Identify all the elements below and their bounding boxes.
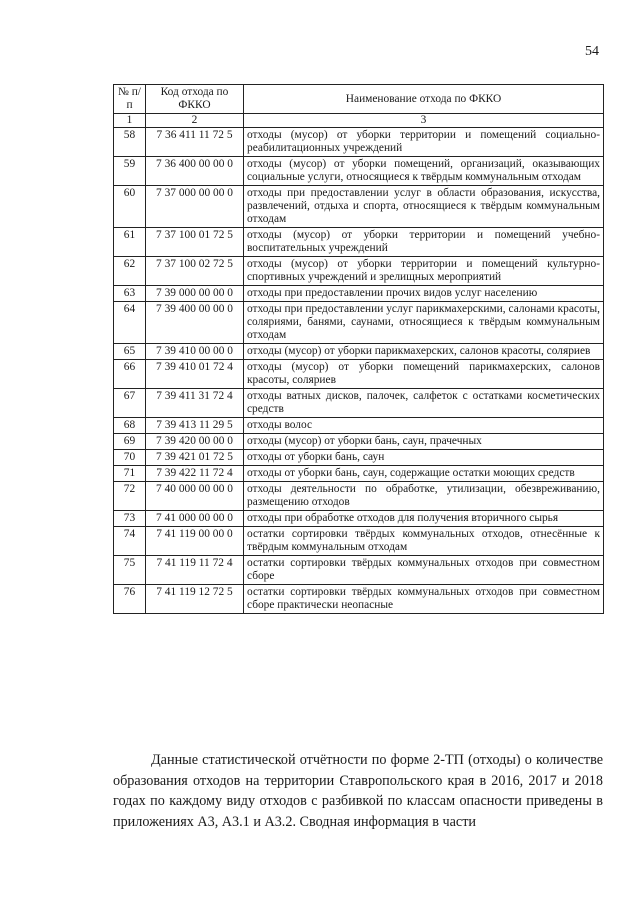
table-row <box>114 360 604 389</box>
waste-name: отходы волос <box>244 418 604 434</box>
row-number: 66 <box>114 360 146 389</box>
waste-code: 7 37 100 02 72 5 <box>146 257 244 286</box>
row-number: 59 <box>114 157 146 186</box>
row-number: 69 <box>114 434 146 450</box>
waste-name: отходы (мусор) от уборки территории и помещений культурно-спортивных учреждений и зрелищных мероприятий <box>244 257 604 286</box>
table-row <box>114 128 604 157</box>
waste-name: отходы (мусор) от уборки помещений, организаций, оказывающих социальные услуги, относящиеся к твёрдым коммунальным отходам <box>244 157 604 186</box>
table-row <box>114 450 604 466</box>
row-number: 58 <box>114 128 146 157</box>
body-paragraph: Данные статистической отчётности по форме 2-ТП (отходы) о количестве образования отходов на территории Ставропольского края в 2016, 2017 и 2018 годах по каждому виду отходов с разбивкой по классам опасности приведены в приложениях А3, А3.1 и А3.2. Сводная информация в части <box>113 752 603 830</box>
table-row <box>114 418 604 434</box>
row-number: 67 <box>114 389 146 418</box>
waste-code: 7 39 413 11 29 5 <box>146 418 244 434</box>
waste-name: отходы (мусор) от уборки территории и помещений учебно-воспитательных учреждений <box>244 228 604 257</box>
waste-code: 7 39 411 31 72 4 <box>146 389 244 418</box>
row-number: 71 <box>114 466 146 482</box>
table-row <box>114 286 604 302</box>
row-number: 74 <box>114 527 146 556</box>
waste-name: отходы ватных дисков, палочек, салфеток с остатками косметических средств <box>244 389 604 418</box>
row-number: 72 <box>114 482 146 511</box>
waste-code: 7 41 119 11 72 4 <box>146 556 244 585</box>
header-name: Наименование отхода по ФККО <box>244 85 604 114</box>
waste-name: остатки сортировки твёрдых коммунальных отходов при совместном сборе практически неопасные <box>244 585 604 614</box>
table-row <box>114 556 604 585</box>
row-number: 64 <box>114 302 146 344</box>
row-number: 62 <box>114 257 146 286</box>
waste-name: отходы (мусор) от уборки бань, саун, прачечных <box>244 434 604 450</box>
waste-code: 7 41 000 00 00 0 <box>146 511 244 527</box>
waste-name: остатки сортировки твёрдых коммунальных отходов, отнесённые к твёрдым коммунальным отходам <box>244 527 604 556</box>
column-index: 3 <box>244 114 604 128</box>
waste-name: отходы (мусор) от уборки территории и помещений социально-реабилитационных учреждений <box>244 128 604 157</box>
waste-name: отходы деятельности по обработке, утилизации, обезвреживанию, размещению отходов <box>244 482 604 511</box>
waste-code: 7 39 420 00 00 0 <box>146 434 244 450</box>
header-code: Код отхода по ФККО <box>146 85 244 114</box>
table-row <box>114 466 604 482</box>
header-num: № п/п <box>114 85 146 114</box>
column-index: 1 <box>114 114 146 128</box>
table-row <box>114 511 604 527</box>
column-index-row <box>114 114 604 128</box>
page-number: 54 <box>585 44 599 59</box>
waste-code: 7 39 000 00 00 0 <box>146 286 244 302</box>
waste-code: 7 37 100 01 72 5 <box>146 228 244 257</box>
column-index: 2 <box>146 114 244 128</box>
row-number: 60 <box>114 186 146 228</box>
waste-name: отходы при предоставлении услуг в области образования, искусства, развлечений, отдыха и спорта, относящиеся к твёрдым коммунальным отходам <box>244 186 604 228</box>
waste-name: отходы от уборки бань, саун <box>244 450 604 466</box>
row-number: 63 <box>114 286 146 302</box>
waste-code: 7 39 422 11 72 4 <box>146 466 244 482</box>
table-row <box>114 228 604 257</box>
waste-code: 7 39 400 00 00 0 <box>146 302 244 344</box>
table-row <box>114 585 604 614</box>
waste-code: 7 41 119 00 00 0 <box>146 527 244 556</box>
waste-code: 7 41 119 12 72 5 <box>146 585 244 614</box>
waste-code: 7 39 421 01 72 5 <box>146 450 244 466</box>
waste-code: 7 39 410 00 00 0 <box>146 344 244 360</box>
waste-code: 7 36 400 00 00 0 <box>146 157 244 186</box>
row-number: 70 <box>114 450 146 466</box>
waste-codes-table <box>113 84 604 614</box>
waste-code: 7 36 411 11 72 5 <box>146 128 244 157</box>
table-row <box>114 157 604 186</box>
waste-name: остатки сортировки твёрдых коммунальных отходов при совместном сборе <box>244 556 604 585</box>
table-row <box>114 527 604 556</box>
table-row <box>114 344 604 360</box>
waste-code: 7 39 410 01 72 4 <box>146 360 244 389</box>
waste-name: отходы (мусор) от уборки помещений парикмахерских, салонов красоты, соляриев <box>244 360 604 389</box>
table-row <box>114 389 604 418</box>
waste-name: отходы при предоставлении услуг парикмахерскими, салонами красоты, соляриями, банями, саунами, относящиеся к твёрдым коммунальным отходам <box>244 302 604 344</box>
table-row <box>114 302 604 344</box>
waste-code: 7 40 000 00 00 0 <box>146 482 244 511</box>
row-number: 73 <box>114 511 146 527</box>
table-row <box>114 257 604 286</box>
table-row <box>114 482 604 511</box>
waste-name: отходы при предоставлении прочих видов услуг населению <box>244 286 604 302</box>
waste-name: отходы при обработке отходов для получения вторичного сырья <box>244 511 604 527</box>
waste-name: отходы от уборки бань, саун, содержащие остатки моющих средств <box>244 466 604 482</box>
table-row <box>114 186 604 228</box>
waste-code: 7 37 000 00 00 0 <box>146 186 244 228</box>
row-number: 61 <box>114 228 146 257</box>
table-row <box>114 434 604 450</box>
waste-name: отходы (мусор) от уборки парикмахерских, салонов красоты, соляриев <box>244 344 604 360</box>
table-header-row <box>114 85 604 114</box>
row-number: 68 <box>114 418 146 434</box>
row-number: 76 <box>114 585 146 614</box>
row-number: 75 <box>114 556 146 585</box>
row-number: 65 <box>114 344 146 360</box>
